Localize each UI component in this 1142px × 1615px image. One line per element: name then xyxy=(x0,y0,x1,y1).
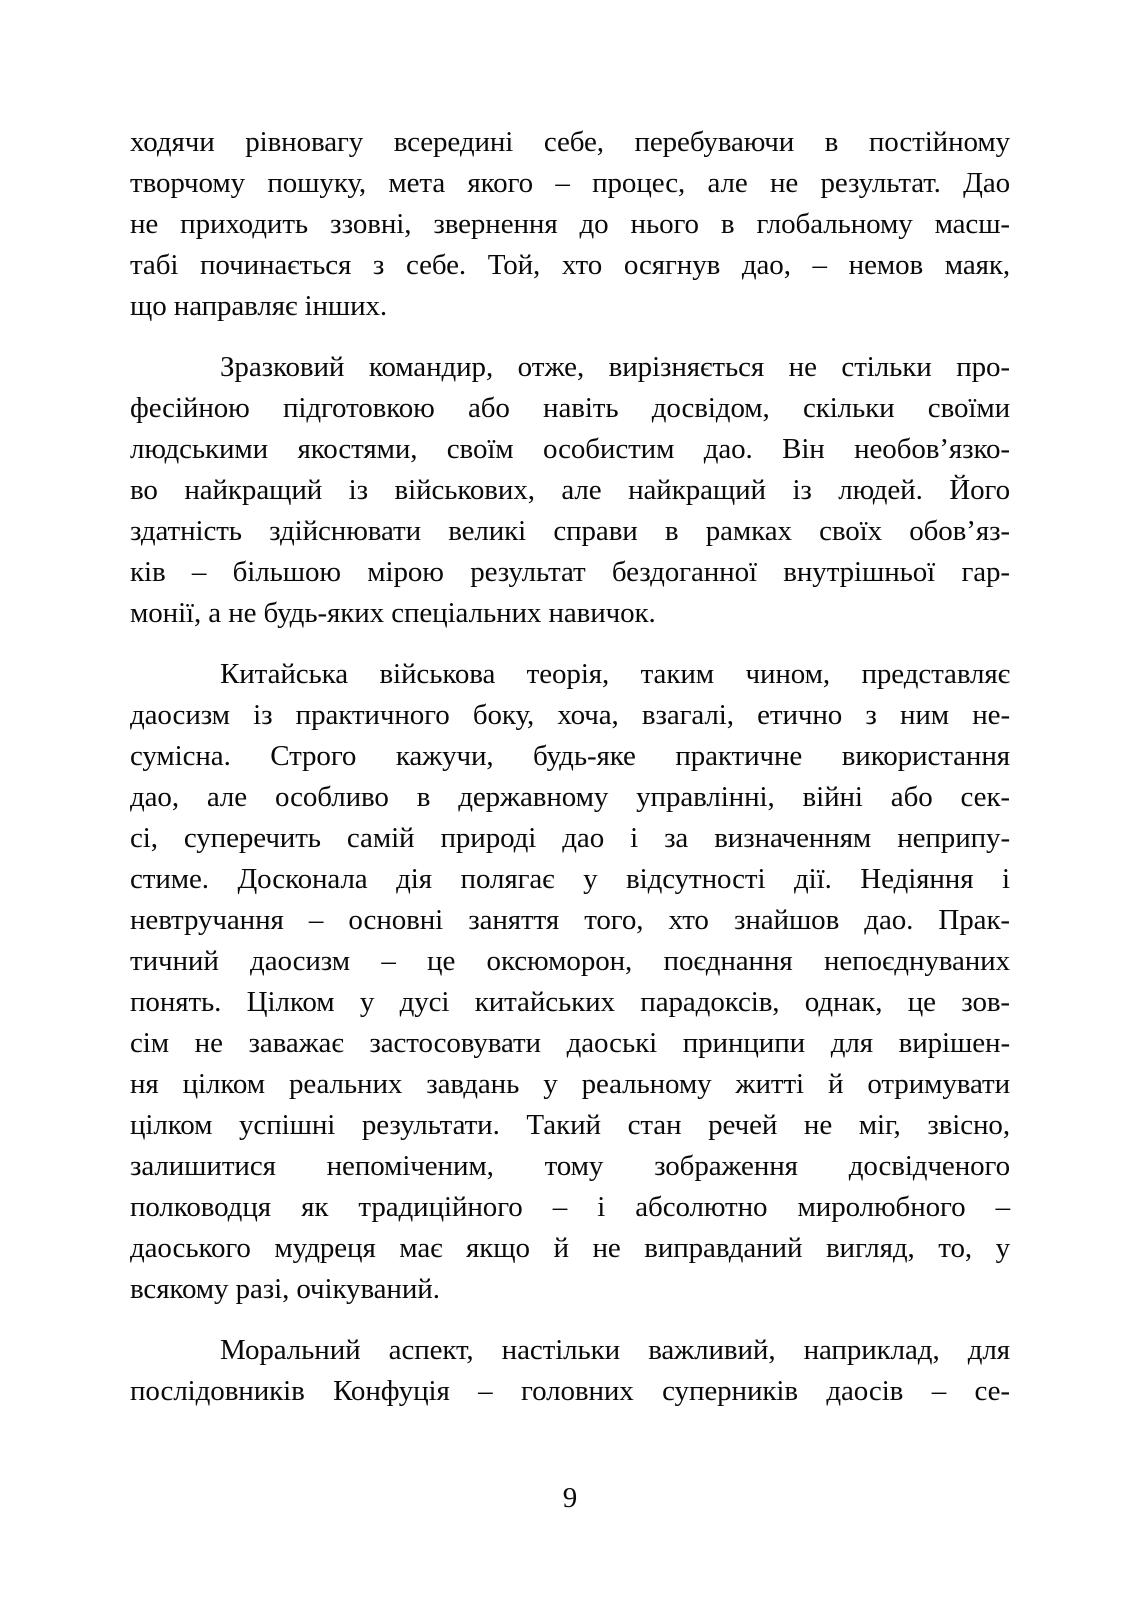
paragraph xyxy=(130,347,1010,634)
text-line: не приходить ззовні, звернення до нього в глобальному масш- xyxy=(130,208,1010,240)
text-line: понять. Цілком у дусі китайських парадоксів, однак, це зов- xyxy=(130,986,1010,1018)
text-line: всякому разі, очікуваний. xyxy=(130,1273,440,1305)
text-line: сумісна. Строго кажучи, будь-яке практичне використання xyxy=(130,740,1010,772)
page-text xyxy=(130,122,1010,1412)
text-line: тичний даосизм – це оксюморон, поєднання непоєднуваних xyxy=(130,945,1010,977)
text-line: сі, суперечить самій природі дао і за визначенням неприпу- xyxy=(130,822,1010,854)
text-line: ня цілком реальних завдань у реальному житті й отримувати xyxy=(130,1068,1010,1100)
text-line: Зразковий командир, отже, вирізняється не стільки про- xyxy=(220,351,1010,383)
paragraph xyxy=(130,1330,1010,1412)
text-line: даоського мудреця має якщо й не виправданий вигляд, то, у xyxy=(130,1232,1010,1264)
text-line: ків – більшою мірою результат бездоганної внутрішньої гар- xyxy=(130,556,1010,588)
text-line: во найкращий із військових, але найкращий із людей. Його xyxy=(130,474,1010,506)
text-line: монії, а не будь-яких спеціальних навичок. xyxy=(130,597,656,629)
text-line: даосизм із практичного боку, хоча, взагалі, етично з ним не- xyxy=(130,699,1010,731)
text-line: залишитися непоміченим, тому зображення досвідченого xyxy=(130,1150,1010,1182)
text-line: табі починається з себе. Той, хто осягнув дао, – немов маяк, xyxy=(130,249,1010,281)
paragraph xyxy=(130,122,1010,327)
text-line: Китайська військова теорія, таким чином, представляє xyxy=(220,658,1010,690)
text-line: Моральний аспект, настільки важливий, наприклад, для xyxy=(220,1334,1010,1366)
text-line: цілком успішні результати. Такий стан речей не міг, звісно, xyxy=(130,1109,1010,1141)
text-line: стиме. Досконала дія полягає у відсутності дії. Недіяння і xyxy=(130,863,1010,895)
text-line: полководця як традиційного – і абсолютно миролюбного – xyxy=(130,1191,1010,1223)
text-line: здатність здійснювати великі справи в рамках своїх обов’яз- xyxy=(130,515,1010,547)
text-line: ходячи рівновагу всередині себе, перебуваючи в постійному xyxy=(130,126,1010,158)
text-line: фесійною підготовкою або навіть досвідом, скільки своїми xyxy=(130,392,1010,424)
text-line: що направляє інших. xyxy=(130,290,388,322)
text-line: творчому пошуку, мета якого – процес, але не результат. Дао xyxy=(130,167,1010,199)
page-number: 9 xyxy=(562,1482,578,1514)
text-line: людськими якостями, своїм особистим дао. Він необов’язко- xyxy=(130,433,1010,465)
text-line: сім не заважає застосовувати даоські принципи для вирішен- xyxy=(130,1027,1010,1059)
text-line: невтручання – основні заняття того, хто знайшов дао. Прак- xyxy=(130,904,1010,936)
text-line: дао, але особливо в державному управлінні, війні або сек- xyxy=(130,781,1010,813)
text-line: послідовників Конфуція – головних суперників даосів – се- xyxy=(130,1375,1010,1407)
paragraph xyxy=(130,654,1010,1310)
